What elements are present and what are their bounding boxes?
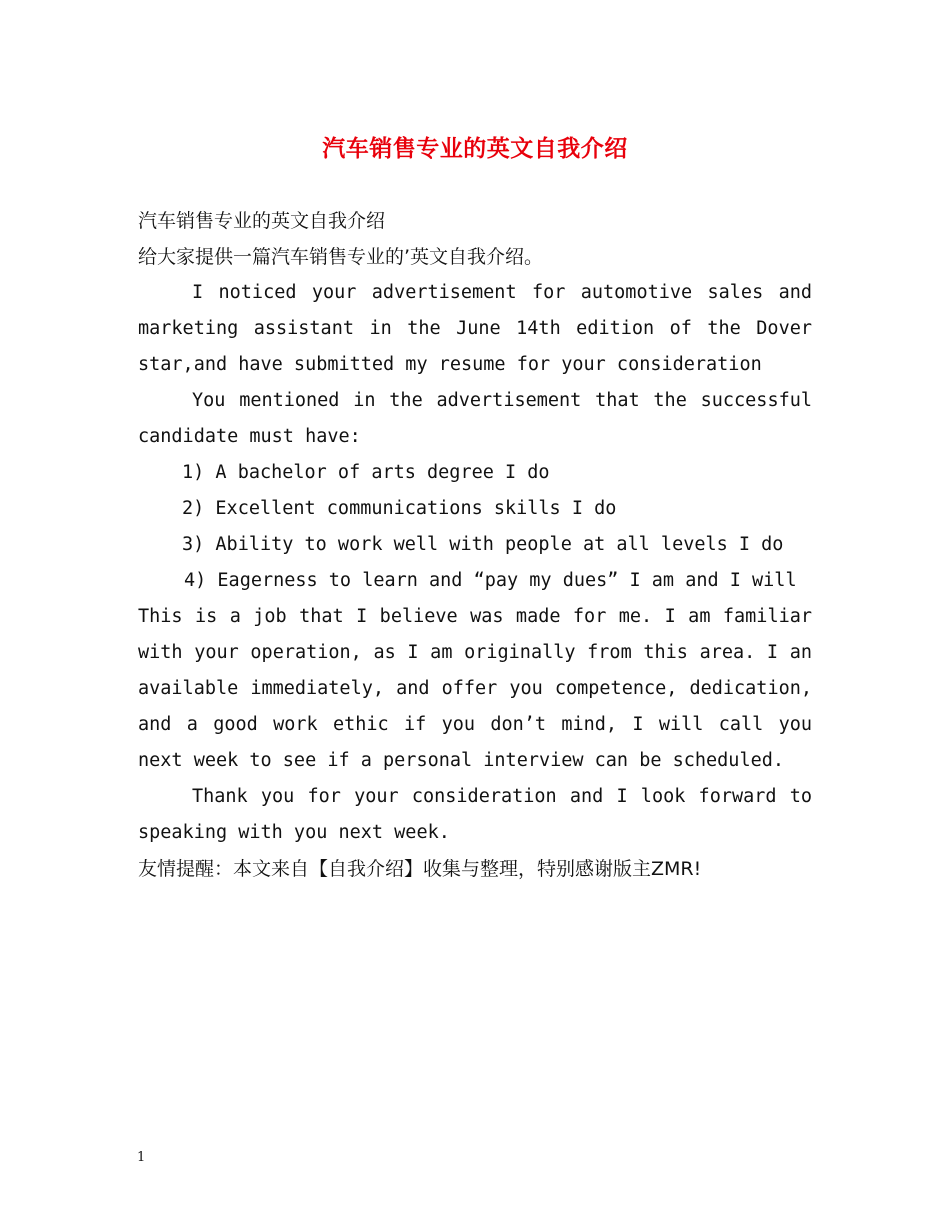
list-item: 2) Excellent communications skills I do [182,498,617,519]
list-item: 4) Eagerness to learn and “pay my dues” I am and I will [184,570,797,591]
page-number: 1 [137,1150,146,1165]
paragraph-4: Thank you for your consideration and I look forward to speaking with you next week. [138,786,812,843]
intro-line: 给大家提供一篇汽车销售专业的’英文自我介绍。 [138,246,544,268]
document-body [138,203,812,887]
document-title: 汽车销售专业的英文自我介绍 [322,135,628,162]
paragraph-1: I noticed your advertisement for automotive sales and marketing assistant in the June 14th edition of the Dover star,and have submitted my resume for your consideration [138,282,812,375]
subtitle: 汽车销售专业的英文自我介绍 [138,210,386,232]
list-item: 1) A bachelor of arts degree I do [182,462,550,483]
footer-note: 友情提醒：本文来自【自我介绍】收集与整理，特别感谢版主ZMR! [138,858,702,880]
paragraph-3: This is a job that I believe was made for me. I am familiar with your operation, as I am originally from this area. I an available immediately, and offer you competence, dedication, and a good work ethic if you don’t mind, I will call you next week to see if a personal interview can be scheduled. [138,606,812,771]
paragraph-2: You mentioned in the advertisement that the successful candidate must have: [138,390,812,447]
list-item: 3) Ability to work well with people at all levels I do [182,534,784,555]
